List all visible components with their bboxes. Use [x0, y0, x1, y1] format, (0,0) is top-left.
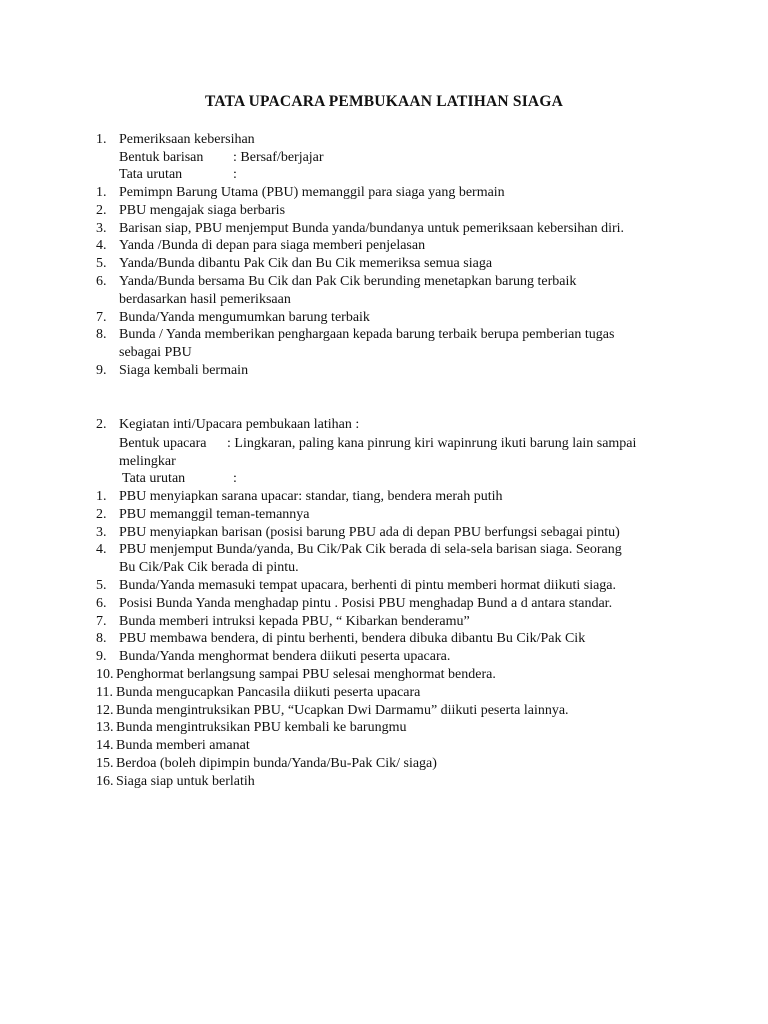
section-1-formation-label: Bentuk barisan [119, 150, 204, 165]
list-item-text: PBU menyiapkan barisan (posisi barung PBU ada di depan PBU berfungsi sebagai pintu) [119, 524, 620, 540]
section-1-formation-value: : Bersaf/berjajar [233, 150, 324, 165]
list-item-number: 7. [96, 613, 107, 629]
list-item-number: 13. [96, 720, 114, 736]
list-item-text: Bunda/Yanda mengumumkan barung terbaik [119, 309, 370, 325]
list-item-number: 1. [96, 185, 107, 200]
section-2-heading: Kegiatan inti/Upacara pembukaan latihan : [119, 417, 360, 432]
list-item-number: 7. [96, 309, 107, 325]
list-item-number: 10. [96, 667, 114, 682]
list-item-number: 9. [96, 363, 107, 378]
list-item-text: Bunda / Yanda memberikan penghargaan kepada barung terbaik berupa pemberian tugas [119, 327, 615, 343]
section-2-order-colon: : [233, 471, 237, 486]
section-1-order-label: Tata urutan [119, 167, 183, 182]
section-1-order-colon: : [233, 167, 237, 182]
list-item-number: 1. [96, 489, 107, 504]
document-title: TATA UPACARA PEMBUKAAN LATIHAN SIAGA [205, 93, 563, 110]
list-item-number: 14. [96, 738, 114, 754]
section-1-heading: Pemeriksaan kebersihan [119, 132, 255, 147]
section-2-formation-value: : Lingkaran, paling kana pinrung kiri wapinrung ikuti barung lain sampai [227, 436, 637, 451]
list-item-text: PBU menyiapkan sarana upacar: standar, tiang, bendera merah putih [119, 489, 503, 504]
list-item-number: 8. [96, 631, 107, 647]
section-2-formation-continued: melingkar [119, 454, 176, 469]
list-item-number: 5. [96, 256, 107, 272]
list-item-text: Bunda memberi intruksi kepada PBU, “ Kibarkan benderamu” [119, 613, 470, 629]
list-item-number: 9. [96, 649, 107, 665]
list-item-number: 3. [96, 524, 107, 540]
list-item-text-continued: sebagai PBU [119, 345, 192, 361]
section-2-order-label: Tata urutan [122, 471, 186, 486]
list-item-text: Bunda/Yanda menghormat bendera diikuti peserta upacara. [119, 649, 451, 665]
list-item-text: Yanda/Bunda bersama Bu Cik dan Pak Cik berunding menetapkan barung terbaik [119, 274, 577, 289]
list-item-text: PBU menjemput Bunda/yanda, Bu Cik/Pak Cik berada di sela-sela barisan siaga. Seorang [119, 542, 622, 558]
list-item-text: Penghormat berlangsung sampai PBU selesai menghormat bendera. [116, 667, 496, 682]
list-item-number: 16. [96, 773, 114, 789]
list-item-text: Pemimpn Barung Utama (PBU) memanggil para siaga yang bermain [119, 185, 505, 200]
list-item-text-continued: berdasarkan hasil pemeriksaan [119, 291, 291, 307]
list-item-text: Siaga siap untuk berlatih [116, 773, 255, 789]
list-item-text: Bunda memberi amanat [116, 738, 250, 754]
list-item-number: 8. [96, 327, 107, 343]
list-item-number: 12. [96, 702, 114, 718]
list-item-number: 6. [96, 274, 107, 289]
list-item-text: Bunda/Yanda memasuki tempat upacara, berhenti di pintu memberi hormat diikuti siaga. [119, 578, 617, 593]
list-item-text: PBU membawa bendera, di pintu berhenti, bendera dibuka dibantu Bu Cik/Pak Cik [119, 631, 586, 647]
list-item-number: 15. [96, 756, 114, 771]
list-item-text: Bunda mengucapkan Pancasila diikuti peserta upacara [116, 684, 421, 700]
list-item-text: Bunda mengintruksikan PBU, “Ucapkan Dwi Darmamu” diikuti peserta lainnya. [116, 702, 569, 718]
list-item-number: 4. [96, 238, 107, 254]
list-item-text: Bunda mengintruksikan PBU kembali ke barungmu [116, 720, 407, 736]
list-item-number: 5. [96, 578, 107, 593]
list-item-text: Yanda/Bunda dibantu Pak Cik dan Bu Cik memeriksa semua siaga [119, 256, 493, 272]
list-item-number: 4. [96, 542, 107, 558]
list-item-text: Posisi Bunda Yanda menghadap pintu . Posisi PBU menghadap Bund a d antara standar. [119, 595, 613, 611]
list-item-text: Barisan siap, PBU menjemput Bunda yanda/bundanya untuk pemeriksaan kebersihan diri. [119, 220, 625, 236]
section-2-formation-label: Bentuk upacara [119, 436, 207, 451]
list-item-number: 3. [96, 220, 107, 236]
list-item-number: 2. [96, 202, 107, 218]
list-item-text: PBU memanggil teman-temannya [119, 506, 310, 522]
section-2-number: 2. [96, 417, 107, 432]
list-item-number: 11. [96, 684, 113, 700]
list-item-text: Siaga kembali bermain [119, 363, 249, 378]
list-item-number: 6. [96, 595, 107, 611]
section-1-number: 1. [96, 132, 107, 147]
list-item-text: PBU mengajak siaga berbaris [119, 202, 286, 218]
list-item-number: 2. [96, 506, 107, 522]
list-item-text: Berdoa (boleh dipimpin bunda/Yanda/Bu-Pak Cik/ siaga) [116, 756, 437, 771]
list-item-text: Yanda /Bunda di depan para siaga memberi penjelasan [119, 238, 426, 254]
list-item-text-continued: Bu Cik/Pak Cik berada di pintu. [119, 560, 299, 576]
